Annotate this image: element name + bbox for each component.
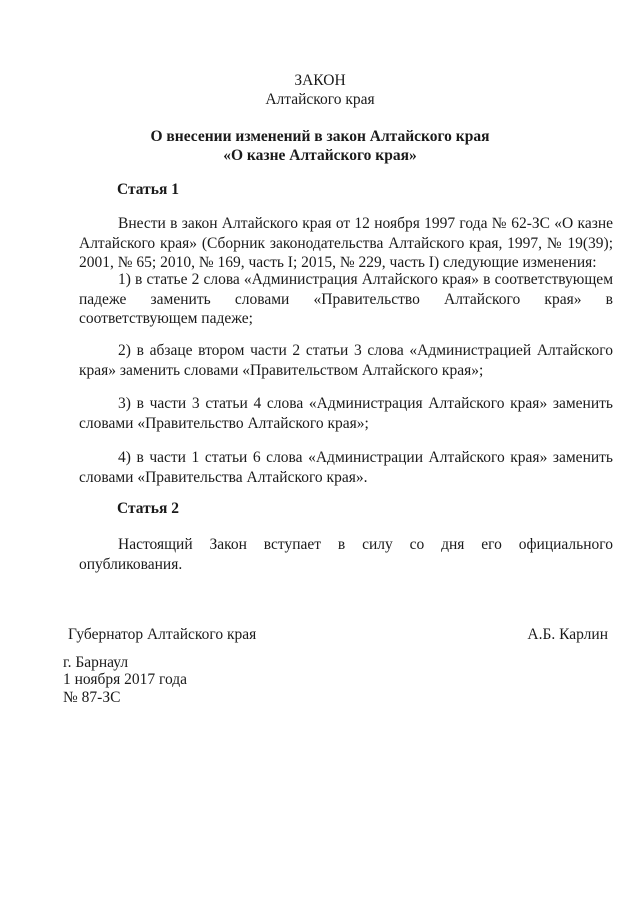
article-1-intro: Внести в закон Алтайского края от 12 ноября 1997 года № 62-ЗС «О казне Алтайского края» (Сборник законодательства Алтайского края, 1997, № 19(39); 2001, № 65; 2010, № 169, часть I; 2015, № 229, часть I) следующие изменения: (79, 215, 613, 271)
article-2-text: Настоящий Закон вступает в силу со дня его официального опубликования. (79, 536, 613, 573)
footer-city: г. Барнаул (63, 654, 129, 671)
signature-position: Губернатор Алтайского края (68, 626, 257, 643)
article-1-item-2: 2) в абзаце втором части 2 статьи 3 слова «Администрацией Алтайского края» заменить словами «Правительством Алтайского края»; (79, 342, 613, 379)
article-1-item-1: 1) в статье 2 слова «Администрация Алтайского края» в соответствующем падеже заменить словами «Правительство Алтайского края» в соответствующем падеже; (79, 271, 613, 327)
document-title-line-1: О внесении изменений в закон Алтайского края (150, 128, 490, 145)
article-1-heading: Статья 1 (117, 181, 179, 198)
footer-date: 1 ноября 2017 года (63, 671, 188, 688)
footer-number: № 87-ЗС (63, 689, 121, 706)
document-type: ЗАКОН (294, 72, 346, 89)
article-1-item-3: 3) в части 3 статьи 4 слова «Администрация Алтайского края» заменить словами «Правительство Алтайского края»; (79, 395, 613, 432)
signature-name: А.Б. Карлин (527, 626, 608, 643)
article-2-heading: Статья 2 (117, 500, 179, 517)
article-1-item-4: 4) в части 1 статьи 6 слова «Администрации Алтайского края» заменить словами «Правительства Алтайского края». (79, 449, 613, 486)
document-title-line-2: «О казне Алтайского края» (223, 147, 417, 164)
issuer: Алтайского края (265, 91, 375, 108)
